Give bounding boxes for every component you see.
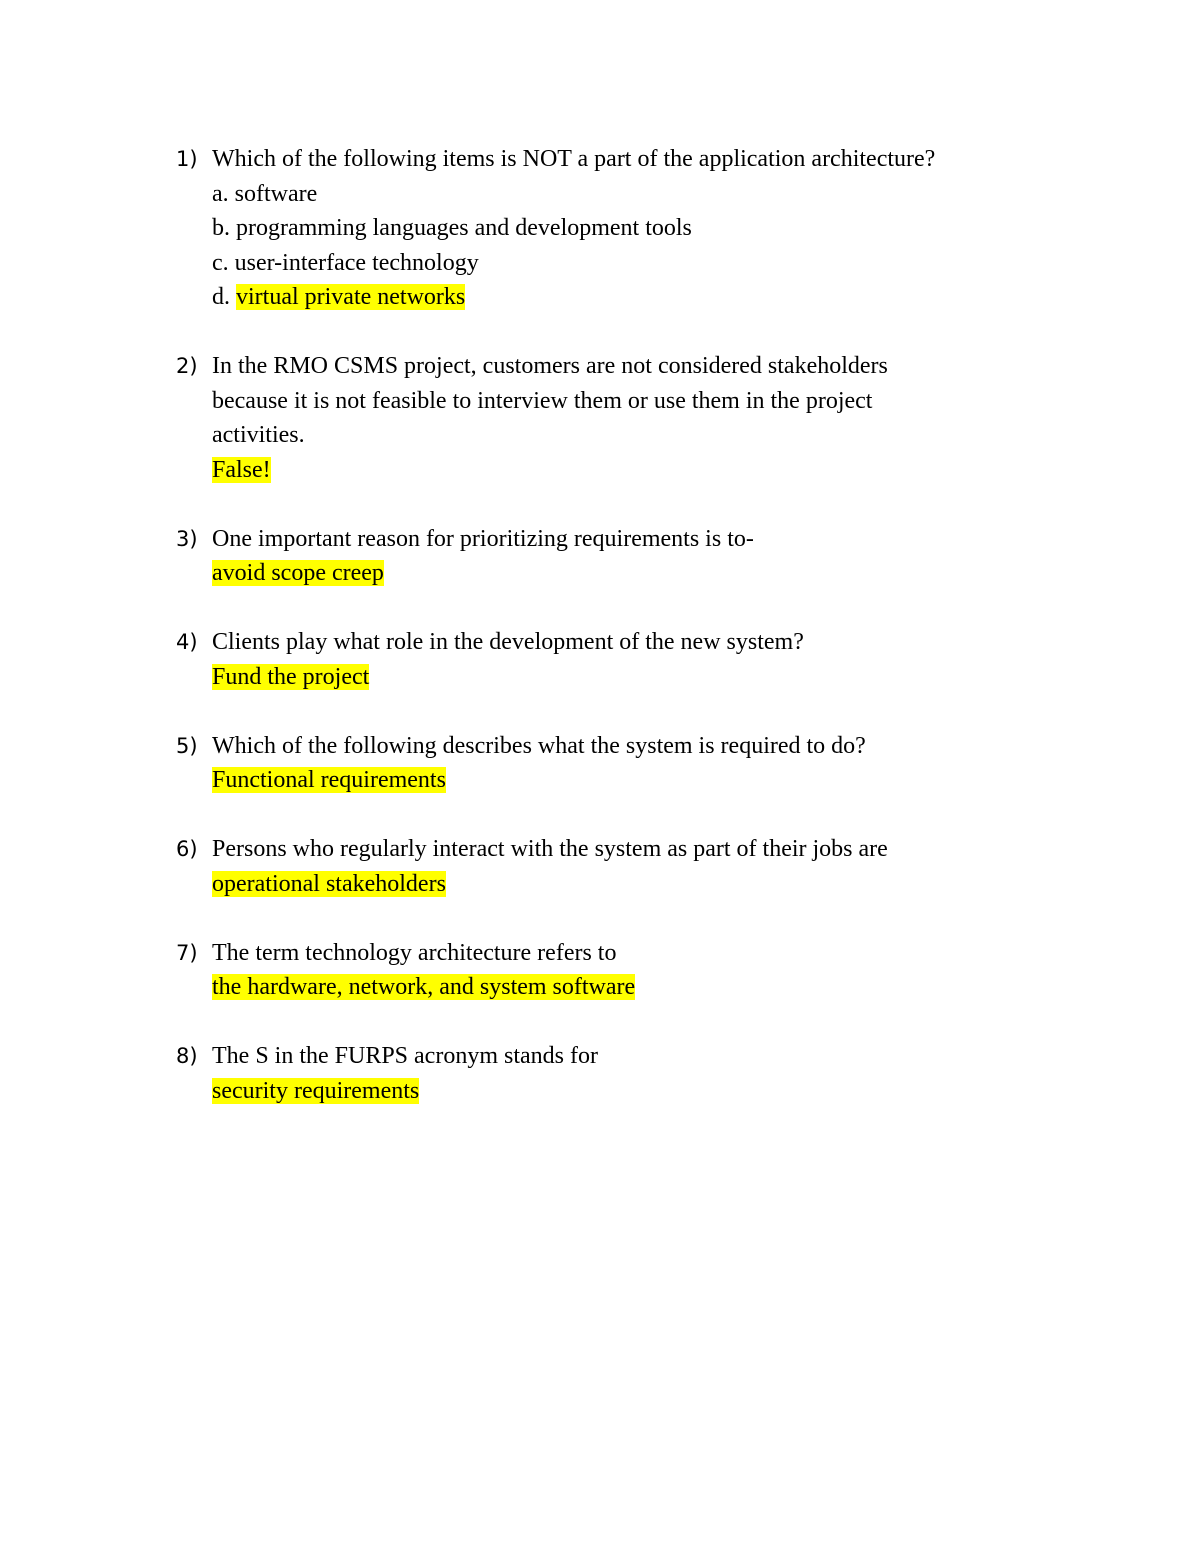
highlighted-answer: avoid scope creep: [212, 560, 384, 586]
highlighted-answer: operational stakeholders: [212, 870, 446, 897]
highlighted-answer: False!: [212, 456, 271, 483]
question-text: One important reason for prioritizing requirements is to-: [212, 525, 754, 552]
question-number: 4): [176, 630, 198, 654]
question-text-line: because it is not feasible to interview them or use them in the project: [212, 387, 873, 414]
highlighted-answer: Fund the project: [212, 663, 370, 690]
answer-line: [212, 556, 1076, 591]
option-b: [212, 211, 1076, 246]
answer-line: [212, 660, 1076, 695]
answer-line: [212, 763, 1076, 798]
question-number: 6): [176, 837, 198, 861]
question-3: [176, 522, 1076, 591]
question-list: [176, 142, 1076, 1143]
option-text: software: [234, 180, 318, 207]
option-c: [212, 246, 1076, 281]
question-7: [176, 936, 1076, 1005]
option-d: [212, 280, 1076, 315]
option-prefix: b.: [212, 215, 236, 241]
highlighted-answer: Functional requirements: [212, 767, 446, 793]
question-5: [176, 729, 1076, 798]
answer-line: [212, 867, 1076, 902]
question-text: The S in the FURPS acronym stands for: [212, 1043, 598, 1069]
question-4: [176, 625, 1076, 694]
option-text: user-interface technology: [234, 249, 479, 276]
question-text: Clients play what role in the development of the new system?: [212, 629, 804, 655]
question-text-line: activities.: [212, 422, 305, 448]
question-2: [176, 349, 1076, 487]
question-number: 3): [176, 526, 198, 551]
highlighted-answer: the hardware, network, and system software: [212, 974, 636, 1000]
question-number: 1): [176, 147, 198, 171]
question-text: Which of the following describes what the system is required to do?: [212, 732, 866, 759]
option-prefix: c.: [212, 249, 235, 276]
question-8: [176, 1039, 1076, 1108]
option-text: programming languages and development tools: [236, 215, 692, 241]
question-1: [176, 142, 1076, 315]
answer-line: [212, 453, 1076, 488]
option-a: [212, 177, 1076, 212]
question-text: Persons who regularly interact with the system as part of their jobs are: [212, 836, 888, 862]
question-text: Which of the following items is NOT a part of the application architecture?: [212, 146, 936, 172]
highlighted-answer: security requirements: [212, 1077, 420, 1104]
question-text: The term technology architecture refers to: [212, 939, 617, 966]
option-prefix: a.: [212, 180, 235, 207]
option-prefix: d.: [212, 284, 236, 310]
answer-line: [212, 970, 1076, 1005]
question-number: 8): [176, 1044, 198, 1068]
highlighted-answer: virtual private networks: [236, 284, 466, 310]
question-number: 2): [176, 354, 198, 378]
question-number: 5): [176, 733, 198, 758]
question-6: [176, 832, 1076, 901]
answer-line: [212, 1074, 1076, 1109]
question-text-line: In the RMO CSMS project, customers are not considered stakeholders: [212, 353, 888, 379]
question-number: 7): [176, 940, 198, 965]
